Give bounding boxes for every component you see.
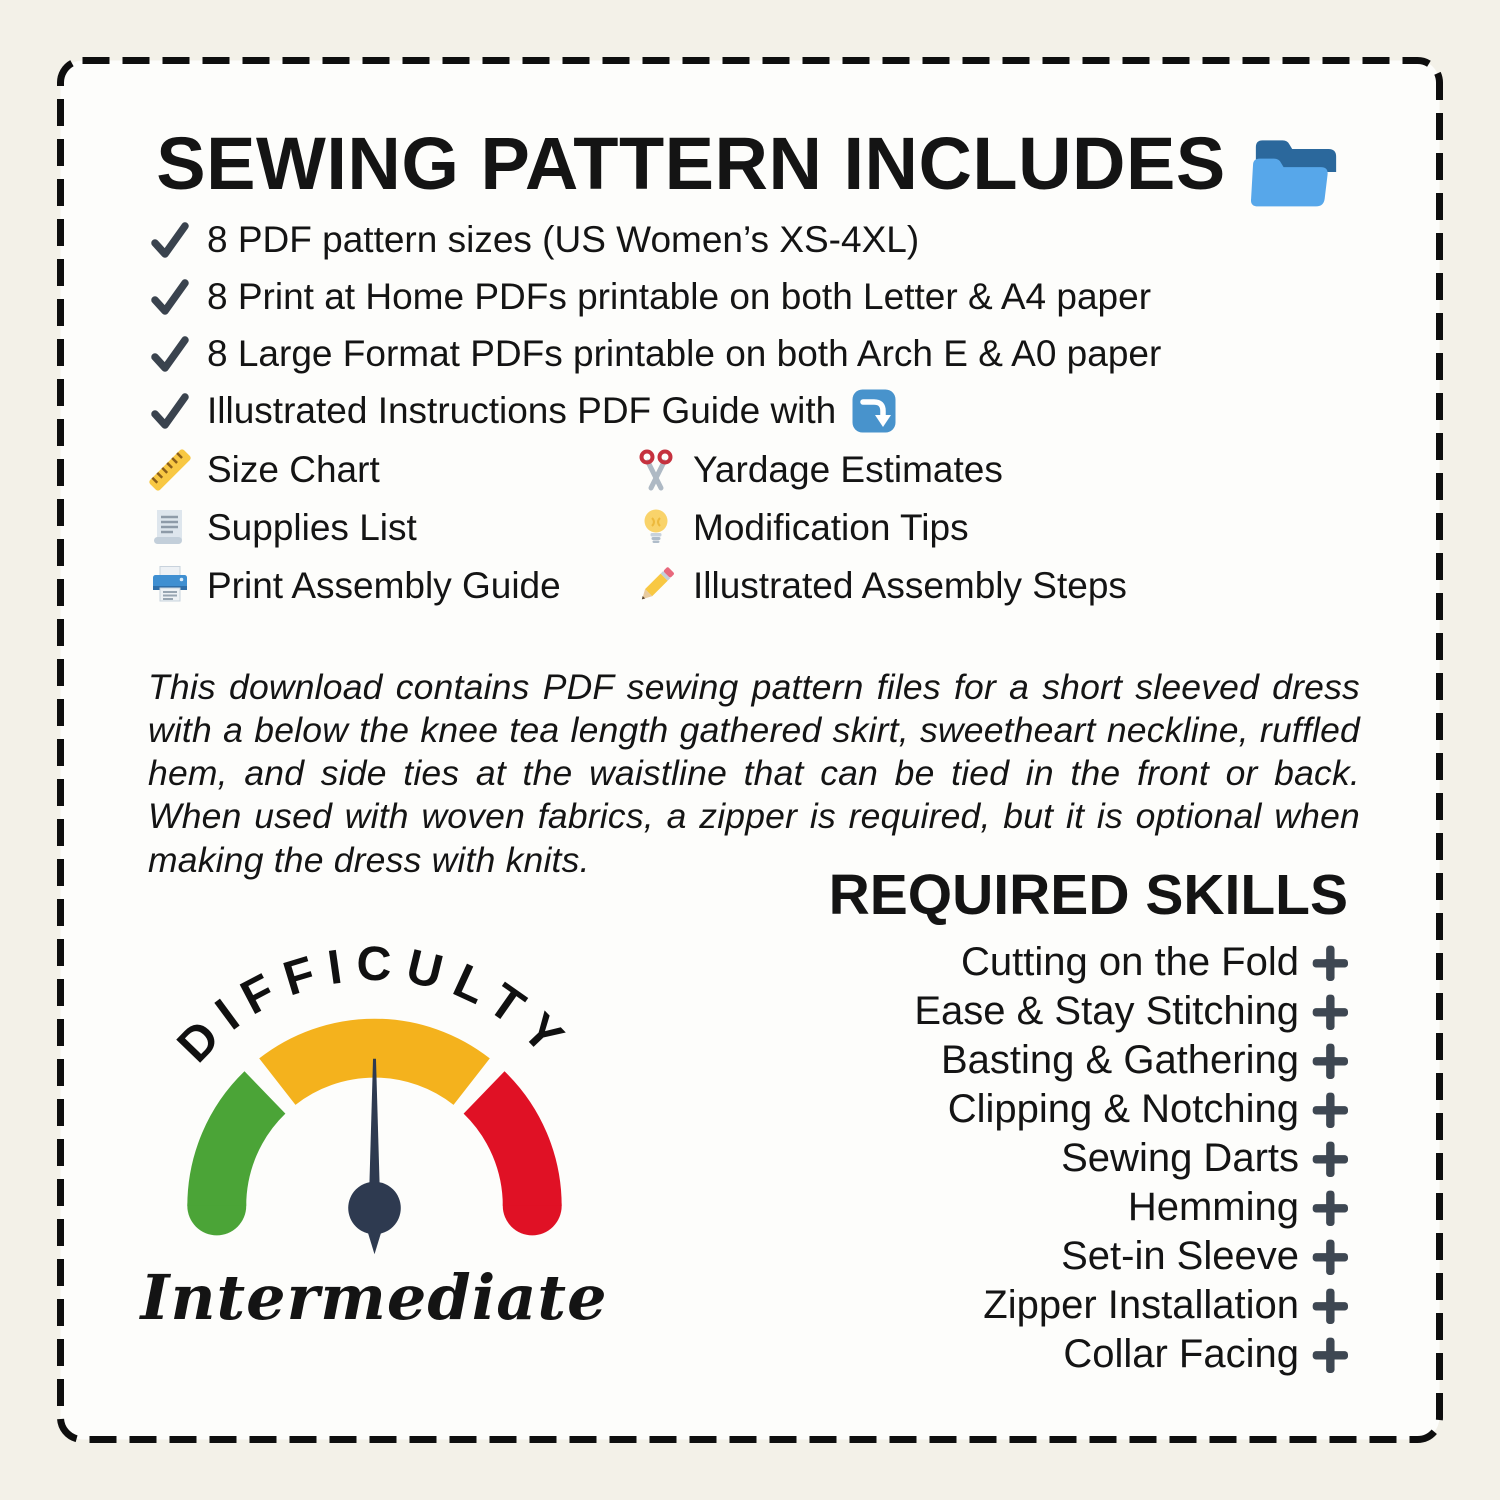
skill-item: [1061, 1234, 1348, 1278]
checkmark-icon: [148, 332, 192, 376]
plus-icon: [1311, 1336, 1348, 1373]
skill-item: [961, 940, 1348, 984]
checklist-item-label: Illustrated Instructions PDF Guide with: [207, 390, 837, 431]
plus-icon: [1311, 1140, 1348, 1177]
skill-label: Sewing Darts: [1061, 1135, 1299, 1180]
lightbulb-icon: [634, 506, 678, 550]
open-folder-icon: [1248, 120, 1344, 206]
arrow-curving-down-icon: [851, 388, 897, 434]
checkmark-icon: [148, 218, 192, 262]
feature-item: [634, 448, 1363, 492]
skill-label: Collar Facing: [1063, 1331, 1299, 1376]
checklist-item: [148, 275, 1161, 319]
checklist-item-label: 8 Print at Home PDFs printable on both Letter & A4 paper: [207, 276, 1152, 317]
printer-icon: [148, 564, 192, 608]
skill-item: [1128, 1185, 1348, 1229]
pencil-icon: [634, 564, 678, 608]
skill-label: Zipper Installation: [983, 1282, 1299, 1327]
plus-icon: [1311, 1287, 1348, 1324]
plus-icon: [1311, 1189, 1348, 1226]
skill-item: [983, 1283, 1348, 1327]
skill-item: [1061, 1136, 1348, 1180]
supplies-list-icon: [148, 506, 192, 550]
required-skills-title: REQUIRED SKILLS: [828, 863, 1348, 927]
feature-label: Size Chart: [207, 449, 380, 490]
checkmark-icon: [148, 275, 192, 319]
skill-item: [914, 989, 1348, 1033]
skill-item: [948, 1087, 1348, 1131]
required-skills-section: [829, 862, 1348, 1376]
checklist-item-label: 8 PDF pattern sizes (US Women’s XS-4XL): [207, 219, 920, 260]
feature-label: Yardage Estimates: [693, 449, 1003, 490]
skill-label: Set-in Sleeve: [1061, 1233, 1299, 1278]
plus-icon: [1311, 1091, 1348, 1128]
skill-label: Basting & Gathering: [941, 1037, 1299, 1082]
includes-feature-grid: [148, 448, 1363, 608]
skill-label: Hemming: [1127, 1184, 1299, 1229]
skills-list: [914, 940, 1348, 1376]
plus-icon: [1311, 993, 1348, 1030]
plus-icon: [1311, 1238, 1348, 1275]
plus-icon: [1311, 1042, 1348, 1079]
checklist-item: [148, 389, 1161, 433]
checklist-item: [148, 332, 1161, 376]
gauge-needle-hub: [348, 1182, 401, 1235]
feature-item: [148, 506, 634, 550]
plus-icon: [1311, 944, 1348, 981]
gauge-red-segment: [484, 1092, 532, 1205]
difficulty-level-label: Intermediate: [140, 1261, 608, 1334]
feature-label: Supplies List: [207, 507, 417, 548]
difficulty-arc-label: DIFFICULTY: [166, 936, 582, 1073]
scissors-icon: [634, 448, 678, 492]
gauge-needle-tail: [367, 1230, 382, 1254]
ruler-icon: [148, 448, 192, 492]
difficulty-gauge: [122, 922, 627, 1269]
feature-item: [148, 448, 634, 492]
feature-label: Modification Tips: [693, 507, 969, 548]
skill-item: [1063, 1332, 1348, 1376]
checklist-item: [148, 218, 1161, 262]
skill-label: Clipping & Notching: [947, 1086, 1299, 1131]
skill-label: Cutting on the Fold: [961, 939, 1299, 984]
skill-label: Ease & Stay Stitching: [914, 988, 1299, 1033]
product-description: This download contains PDF sewing pattern files for a short sleeved dress with a below the knee tea length gathered skirt, sweetheart neckline, ruffled hem, and side ties at the waistline that can be tied in the front or back. When used with woven fabrics, a zipper is required, but it is optional when making the dress with knits.: [148, 666, 1360, 880]
feature-item: [634, 506, 1363, 550]
includes-checklist: [148, 218, 1161, 433]
gauge-green-segment: [216, 1092, 264, 1205]
skill-item: [941, 1038, 1348, 1082]
page-title: SEWING PATTERN INCLUDES: [156, 121, 1226, 205]
header: [80, 108, 1420, 218]
feature-item: [634, 564, 1363, 608]
checkmark-icon: [148, 389, 192, 433]
checklist-item-label: 8 Large Format PDFs printable on both Arch E & A0 paper: [207, 333, 1162, 374]
difficulty-section: [118, 922, 630, 1334]
feature-item: [148, 564, 634, 608]
feature-label: Print Assembly Guide: [207, 565, 561, 606]
feature-label: Illustrated Assembly Steps: [693, 565, 1127, 606]
